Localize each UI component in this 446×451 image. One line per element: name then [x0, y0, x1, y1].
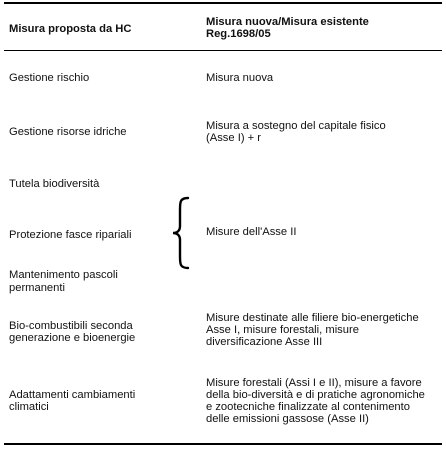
curly-brace-icon	[170, 196, 192, 270]
table-top-rule	[4, 2, 442, 4]
row-2-left: Gestione risorse idriche	[9, 126, 127, 138]
row-7-right-line4: delle emissioni gassose (Asse II)	[206, 413, 369, 425]
row-6-left-line2: generazione e bioenergie	[9, 332, 136, 344]
row-6-left-line1: Bio-combustibili seconda	[9, 320, 133, 332]
row-7-right-line1: Misure forestali (Assi I e II), misure a favore	[206, 377, 422, 389]
row-1-left: Gestione rischio	[9, 72, 90, 84]
header-col1: Misura proposta da HC	[9, 23, 132, 35]
row-7-right-line3: e zootecniche finalizzate al contenimento	[206, 401, 410, 413]
row-6-right-line1: Misure destinate alle filiere bio-energetiche	[206, 312, 419, 324]
table-bottom-rule	[4, 443, 442, 445]
row-2-right-line2: (Asse I) + r	[206, 132, 262, 144]
row-5-left-line1: Mantenimento pascoli	[9, 269, 118, 281]
header-bottom-rule	[4, 50, 442, 51]
row-2-right-line1: Misura a sostegno del capitale fisico	[206, 120, 386, 132]
header-col2-line1: Misura nuova/Misura esistente	[206, 16, 369, 28]
row-7-right-line2: della bio-diversità e di pratiche agronomiche	[206, 389, 425, 401]
row-5-left-line2: permanenti	[9, 282, 65, 294]
row-3-left: Tutela biodiversità	[9, 178, 100, 190]
row-4-left: Protezione fasce ripariali	[9, 229, 132, 241]
row-6-right-line2: Asse I, misure forestali, misure	[206, 324, 359, 336]
header-col2-line2: Reg.1698/05	[206, 28, 271, 40]
row-7-left-line1: Adattamenti cambiamenti	[9, 389, 136, 401]
row-7-left-line2: climatici	[9, 401, 49, 413]
row-6-right-line3: diversificazione Asse III	[206, 336, 323, 348]
row-1-right: Misura nuova	[206, 72, 274, 84]
row-4-right: Misure dell'Asse II	[206, 226, 297, 238]
